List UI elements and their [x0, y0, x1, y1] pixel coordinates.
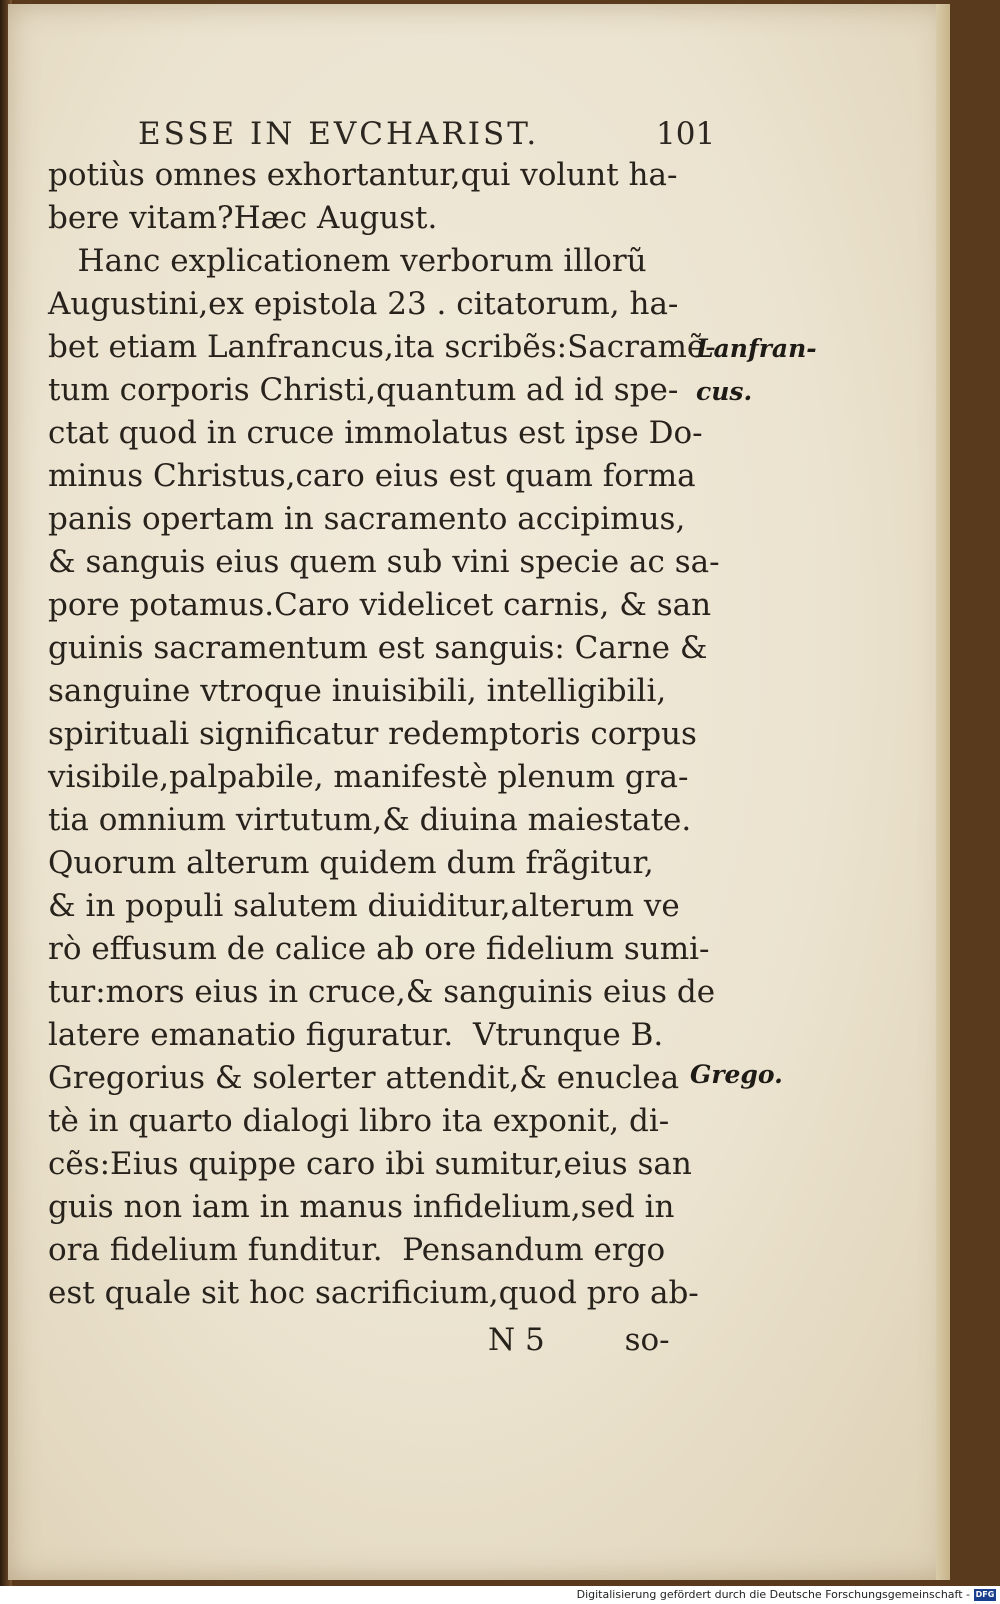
- text-line: spirituali significatur redemptoris corpus: [48, 716, 697, 752]
- text-line: potiùs omnes exhortantur,qui volunt ha-: [48, 157, 678, 193]
- text-line: visibile,palpabile, manifestè plenum gra-: [48, 759, 689, 795]
- footer-bar: [0, 1586, 1000, 1604]
- text-line: tum corporis Christi,quantum ad id spe-: [48, 372, 679, 408]
- catchword-line: [488, 1322, 670, 1358]
- text-line: minus Christus,caro eius est quam forma: [48, 458, 696, 494]
- text-line: ora fidelium funditur. Pensandum ergo: [48, 1232, 666, 1268]
- text-line: sanguine vtroque inuisibili, intelligibili,: [48, 673, 667, 709]
- text-line: est quale sit hoc sacrificium,quod pro ab-: [48, 1275, 699, 1311]
- text-line: Augustini,ex epistola 23 . citatorum, ha-: [48, 286, 679, 322]
- text-line: panis opertam in sacramento accipimus,: [48, 501, 686, 537]
- text-line: Hanc explicationem verborum illorũ: [48, 243, 647, 279]
- text-line: rò effusum de calice ab ore fidelium sumi-: [48, 931, 710, 967]
- text-line: & sanguis eius quem sub vini specie ac sa-: [48, 544, 720, 580]
- text-line: bere vitam?Hæc August.: [48, 200, 438, 236]
- funding-credit: Digitalisierung gefördert durch die Deutsche Forschungsgemeinschaft -: [576, 1588, 970, 1601]
- text-line: ctat quod in cruce immolatus est ipse Do-: [48, 415, 703, 451]
- text-line: & in populi salutem diuiditur,alterum ve: [48, 888, 680, 924]
- text-line: tè in quarto dialogi libro ita exponit, di-: [48, 1103, 670, 1139]
- page-edge: [936, 4, 950, 1580]
- body-text: [48, 154, 720, 1315]
- text-line: tur:mors eius in cruce,& sanguinis eius de: [48, 974, 716, 1010]
- marginal-note-lanfrancus-cont: cus.: [696, 377, 753, 406]
- text-line: tia omnium virtutum,& diuina maiestate.: [48, 802, 692, 838]
- signature-mark: N 5: [488, 1322, 545, 1358]
- text-line: Gregorius & solerter attendit,& enuclea: [48, 1060, 680, 1096]
- text-line: latere emanatio figuratur. Vtrunque B.: [48, 1017, 664, 1053]
- text-line: guinis sacramentum est sanguis: Carne &: [48, 630, 708, 666]
- text-line: cẽs:Eius quippe caro ibi sumitur,eius san: [48, 1146, 692, 1182]
- page-number: 101: [656, 116, 716, 152]
- running-head: ESSE IN EVCHARIST.: [138, 116, 540, 152]
- marginal-note-gregorius: Grego.: [690, 1060, 783, 1089]
- catchword: so-: [624, 1322, 670, 1358]
- dfg-logo: DFG: [975, 1590, 995, 1599]
- book-page: [8, 4, 950, 1580]
- text-line: Quorum alterum quidem dum frãgitur,: [48, 845, 654, 881]
- text-line: bet etiam Lanfrancus,ita scribẽs:Sacramẽ-: [48, 329, 716, 365]
- text-line: guis non iam in manus infidelium,sed in: [48, 1189, 675, 1225]
- marginal-note-lanfrancus: Lanfran-: [696, 334, 817, 363]
- text-line: pore potamus.Caro videlicet carnis, & san: [48, 587, 712, 623]
